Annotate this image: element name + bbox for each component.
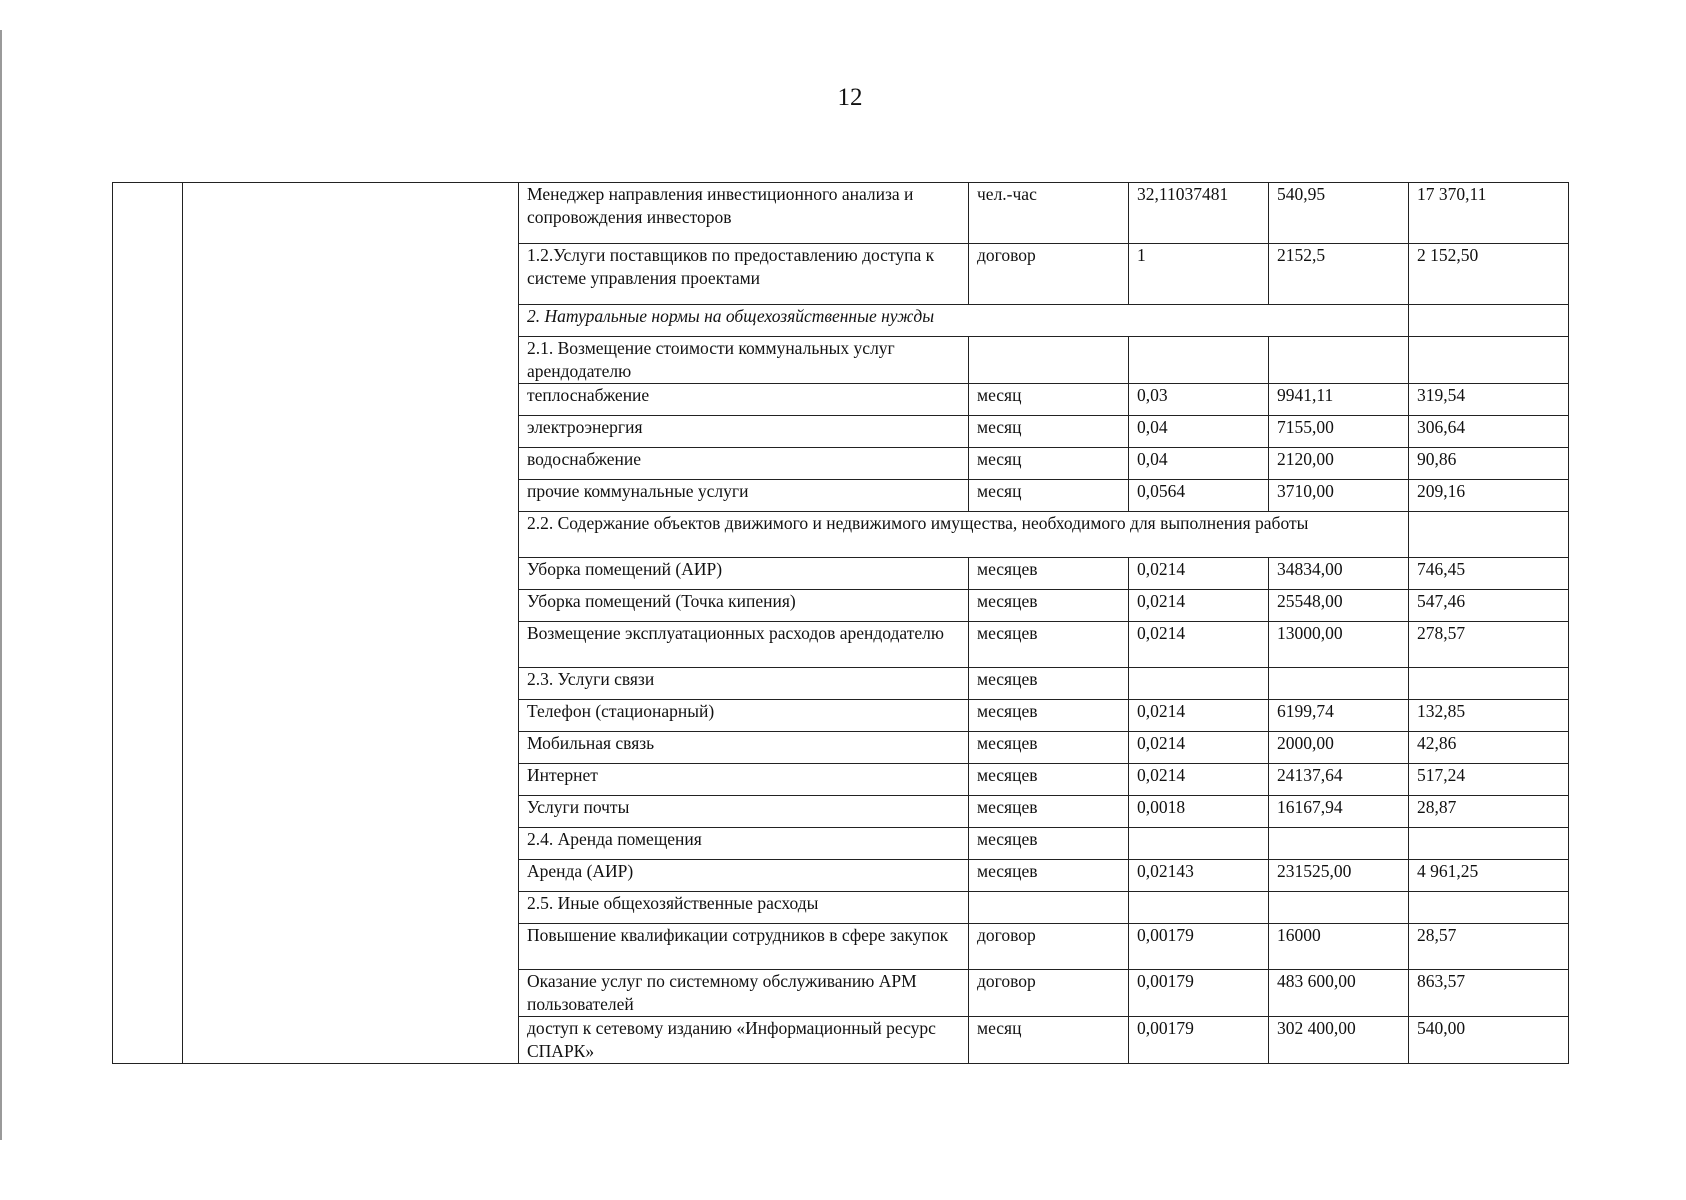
total-cell — [1409, 668, 1569, 700]
total-cell — [1409, 337, 1569, 384]
row-name: 2.5. Иные общехозяйственные расходы — [519, 892, 969, 924]
row-name: 2.4. Аренда помещения — [519, 828, 969, 860]
price-cell: 6199,74 — [1269, 700, 1409, 732]
quantity-cell — [1129, 892, 1269, 924]
total-cell: 28,57 — [1409, 924, 1569, 970]
cost-table — [112, 182, 1569, 1064]
price-cell: 483 600,00 — [1269, 970, 1409, 1017]
price-cell: 540,95 — [1269, 183, 1409, 244]
quantity-cell: 0,03 — [1129, 384, 1269, 416]
quantity-cell — [1129, 668, 1269, 700]
unit-cell: договор — [969, 924, 1129, 970]
unit-cell: месяцев — [969, 558, 1129, 590]
total-cell — [1409, 512, 1569, 558]
quantity-cell: 0,04 — [1129, 448, 1269, 480]
quantity-cell: 0,0564 — [1129, 480, 1269, 512]
row-name: 2. Натуральные нормы на общехозяйственные нужды — [519, 305, 1409, 337]
total-cell — [1409, 892, 1569, 924]
quantity-cell: 0,00179 — [1129, 924, 1269, 970]
price-cell — [1269, 668, 1409, 700]
total-cell: 517,24 — [1409, 764, 1569, 796]
quantity-cell: 0,02143 — [1129, 860, 1269, 892]
unit-cell — [969, 337, 1129, 384]
total-cell: 132,85 — [1409, 700, 1569, 732]
total-cell: 863,57 — [1409, 970, 1569, 1017]
quantity-cell: 0,0214 — [1129, 732, 1269, 764]
row-name: прочие коммунальные услуги — [519, 480, 969, 512]
total-cell: 17 370,11 — [1409, 183, 1569, 244]
unit-cell: месяцев — [969, 860, 1129, 892]
unit-cell: договор — [969, 244, 1129, 305]
price-cell: 2152,5 — [1269, 244, 1409, 305]
price-cell: 7155,00 — [1269, 416, 1409, 448]
row-name: водоснабжение — [519, 448, 969, 480]
total-cell: 540,00 — [1409, 1017, 1569, 1064]
quantity-cell: 0,0214 — [1129, 558, 1269, 590]
page-number: 12 — [837, 84, 863, 111]
quantity-cell — [1129, 828, 1269, 860]
row-name: электроэнергия — [519, 416, 969, 448]
total-cell: 28,87 — [1409, 796, 1569, 828]
quantity-cell: 0,0214 — [1129, 700, 1269, 732]
row-name: Менеджер направления инвестиционного анализа и сопровождения инвесторов — [519, 183, 969, 244]
unit-cell: месяцев — [969, 668, 1129, 700]
unit-cell: месяц — [969, 480, 1129, 512]
unit-cell: месяц — [969, 448, 1129, 480]
row-name: Аренда (АИР) — [519, 860, 969, 892]
row-name: 2.3. Услуги связи — [519, 668, 969, 700]
total-cell: 278,57 — [1409, 622, 1569, 668]
quantity-cell: 0,0018 — [1129, 796, 1269, 828]
quantity-cell: 0,04 — [1129, 416, 1269, 448]
empty-number-column — [113, 183, 183, 1064]
row-name: 1.2.Услуги поставщиков по предоставлению доступа к системе управления проектами — [519, 244, 969, 305]
unit-cell: месяцев — [969, 622, 1129, 668]
total-cell: 547,46 — [1409, 590, 1569, 622]
price-cell: 16000 — [1269, 924, 1409, 970]
total-cell: 42,86 — [1409, 732, 1569, 764]
total-cell: 90,86 — [1409, 448, 1569, 480]
total-cell — [1409, 305, 1569, 337]
row-name: Возмещение эксплуатационных расходов арендодателю — [519, 622, 969, 668]
quantity-cell: 0,0214 — [1129, 622, 1269, 668]
row-name: Интернет — [519, 764, 969, 796]
row-name: Уборка помещений (Точка кипения) — [519, 590, 969, 622]
total-cell: 4 961,25 — [1409, 860, 1569, 892]
price-cell: 24137,64 — [1269, 764, 1409, 796]
total-cell: 746,45 — [1409, 558, 1569, 590]
unit-cell: месяцев — [969, 700, 1129, 732]
unit-cell: месяцев — [969, 796, 1129, 828]
row-name: Телефон (стационарный) — [519, 700, 969, 732]
price-cell: 231525,00 — [1269, 860, 1409, 892]
price-cell: 2000,00 — [1269, 732, 1409, 764]
price-cell: 302 400,00 — [1269, 1017, 1409, 1064]
price-cell: 9941,11 — [1269, 384, 1409, 416]
unit-cell — [969, 892, 1129, 924]
unit-cell: месяцев — [969, 590, 1129, 622]
row-name: Оказание услуг по системному обслуживанию АРМ пользователей — [519, 970, 969, 1017]
total-cell: 319,54 — [1409, 384, 1569, 416]
row-name: Уборка помещений (АИР) — [519, 558, 969, 590]
total-cell: 209,16 — [1409, 480, 1569, 512]
unit-cell: месяц — [969, 384, 1129, 416]
quantity-cell: 0,0214 — [1129, 590, 1269, 622]
unit-cell: договор — [969, 970, 1129, 1017]
price-cell: 13000,00 — [1269, 622, 1409, 668]
price-cell — [1269, 337, 1409, 384]
price-cell: 34834,00 — [1269, 558, 1409, 590]
price-cell: 2120,00 — [1269, 448, 1409, 480]
quantity-cell — [1129, 337, 1269, 384]
price-cell: 16167,94 — [1269, 796, 1409, 828]
total-cell: 2 152,50 — [1409, 244, 1569, 305]
unit-cell: месяцев — [969, 732, 1129, 764]
quantity-cell: 0,00179 — [1129, 970, 1269, 1017]
total-cell — [1409, 828, 1569, 860]
unit-cell: месяцев — [969, 764, 1129, 796]
unit-cell: чел.-час — [969, 183, 1129, 244]
price-cell: 3710,00 — [1269, 480, 1409, 512]
row-name: Услуги почты — [519, 796, 969, 828]
quantity-cell: 0,00179 — [1129, 1017, 1269, 1064]
price-cell: 25548,00 — [1269, 590, 1409, 622]
unit-cell: месяцев — [969, 828, 1129, 860]
price-cell — [1269, 892, 1409, 924]
scan-edge-line — [0, 30, 2, 1140]
quantity-cell: 1 — [1129, 244, 1269, 305]
row-name: 2.2. Содержание объектов движимого и недвижимого имущества, необходимого для выполнения работы — [519, 512, 1409, 558]
table-row — [113, 183, 1569, 244]
row-name: доступ к сетевому изданию «Информационный ресурс СПАРК» — [519, 1017, 969, 1064]
unit-cell: месяц — [969, 1017, 1129, 1064]
row-name: Повышение квалификации сотрудников в сфере закупок — [519, 924, 969, 970]
price-cell — [1269, 828, 1409, 860]
unit-cell: месяц — [969, 416, 1129, 448]
quantity-cell: 0,0214 — [1129, 764, 1269, 796]
empty-description-column — [183, 183, 519, 1064]
quantity-cell: 32,11037481 — [1129, 183, 1269, 244]
total-cell: 306,64 — [1409, 416, 1569, 448]
row-name: теплоснабжение — [519, 384, 969, 416]
row-name: 2.1. Возмещение стоимости коммунальных услуг арендодателю — [519, 337, 969, 384]
row-name: Мобильная связь — [519, 732, 969, 764]
